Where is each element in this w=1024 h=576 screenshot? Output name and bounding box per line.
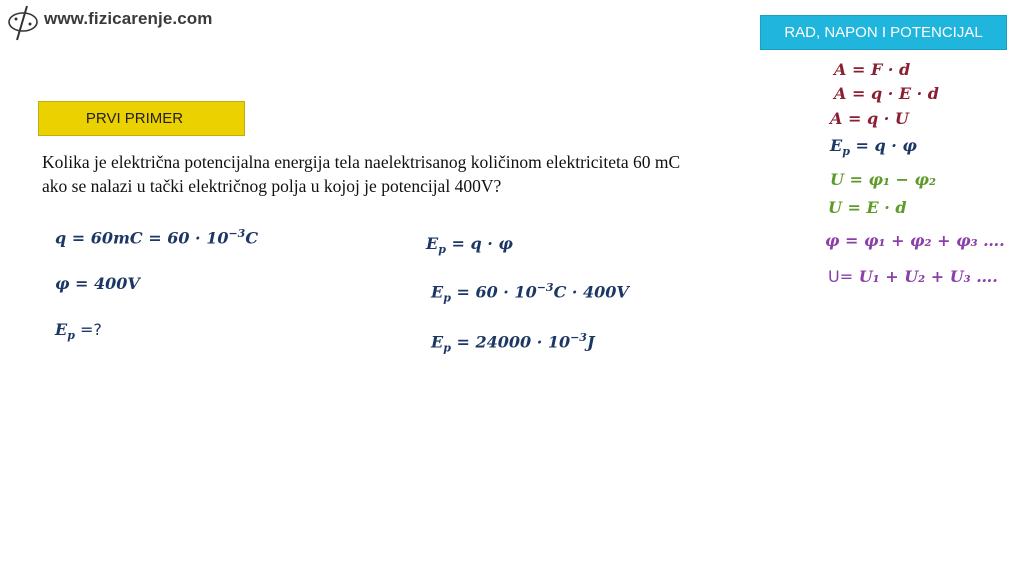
site-logo[interactable] xyxy=(6,4,213,42)
section-title: RAD, NAPON I POTENCIJAL xyxy=(760,15,1007,50)
site-url[interactable]: www.fizicarenje.com xyxy=(44,9,213,28)
formula-voltage-difference: U = φ₁ − φ₂ xyxy=(830,170,937,189)
logo-phi-icon xyxy=(6,4,40,42)
solution-result: $E_p = 24000 \cdot 10^{-3}J$ xyxy=(431,331,595,355)
unknown-energy: $E_p$ =? xyxy=(55,320,102,343)
question-text xyxy=(42,150,762,198)
formula-work-force: A = F · d xyxy=(834,60,911,79)
solution-substitution: $E_p = 60 \cdot 10^{-3}C \cdot 400V$ xyxy=(431,281,629,305)
formula-work-voltage: A = q · U xyxy=(830,109,909,128)
given-charge: $q = 60mC = 60 \cdot 10^{-3}C$ xyxy=(55,227,259,248)
formula-voltage-field: U = E · d xyxy=(828,198,907,217)
formula-potential-sum: φ = φ₁ + φ₂ + φ₃ …. xyxy=(825,231,1005,250)
formula-voltage-sum: U= U₁ + U₂ + U₃ …. xyxy=(828,267,998,286)
question-line-1: Kolika je električna potencijalna energija tela naelektrisanog količinom elektriciteta 60 mC xyxy=(42,152,681,172)
formula-potential-energy: $E_p = q \cdot \varphi$ xyxy=(830,136,917,159)
solution-formula: $E_p = q \cdot \varphi$ xyxy=(426,234,513,257)
question-line-2: ako se nalazi u tački električnog polja u kojoj je potencijal 400V? xyxy=(42,176,502,196)
formula-work-field: A = q · E · d xyxy=(834,84,939,103)
example-label: PRVI PRIMER xyxy=(38,101,245,136)
given-potential: φ = 400V xyxy=(55,274,140,293)
